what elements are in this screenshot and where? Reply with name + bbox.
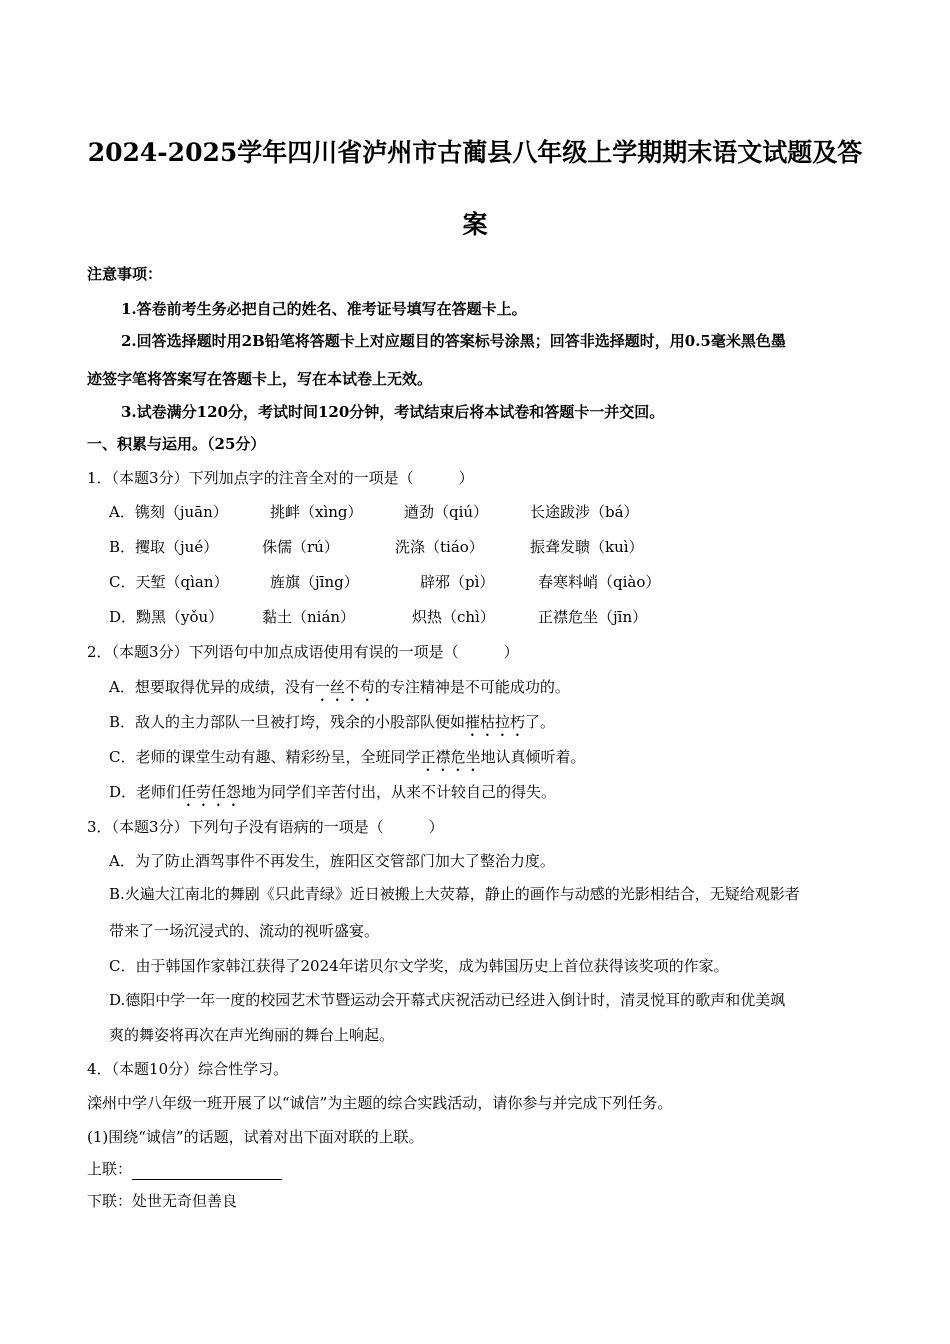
question-4-sub1: (1)围绕“诚信”的话题，试着对出下面对联的上联。 — [87, 1128, 424, 1146]
notice-heading: 注意事项： — [87, 265, 163, 283]
option-item: 旌旗（jīng） — [270, 573, 359, 591]
notice-item-1: 1.答卷前考生务必把自己的姓名、准考证号填写在答题卡上。 — [121, 300, 527, 318]
option-text: 地认真倾听着。 — [480, 748, 586, 766]
dotted-idiom: 正襟危坐 — [420, 748, 481, 766]
question-3-option-d-cont: 爽的舞姿将再次在声光绚丽的舞台上响起。 — [109, 1026, 395, 1044]
option-item: 黏土（nián） — [262, 608, 356, 626]
option-text: A．想要取得优异的成绩，没有 — [109, 678, 315, 696]
question-3-option-c: C．由于韩国作家韩江获得了2024年诺贝尔文学奖，成为韩国历史上首位获得该奖项的作家。 — [109, 957, 729, 975]
option-item: 挑衅（xìng） — [270, 503, 363, 521]
question-3-option-a: A．为了防止酒驾事件不再发生，旌阳区交管部门加大了整治力度。 — [109, 852, 555, 870]
option-item: 遒劲（qiú） — [404, 503, 489, 521]
question-2-option-d — [109, 781, 556, 810]
notice-item-2-cont: 迹签字笔将答案写在答题卡上，写在本试卷上无效。 — [87, 370, 433, 388]
couplet-upper-label: 上联： — [87, 1160, 133, 1178]
option-item: 振聋发聩（kuì） — [530, 538, 644, 556]
question-3-option-b: B.火遍大江南北的舞剧《只此青绿》近日被搬上大荧幕，静止的画作与动感的光影相结合，无疑给观影者 — [109, 885, 800, 903]
option-item: B．攫取（jué） — [109, 538, 219, 556]
question-4-intro: 滦州中学八年级一班开展了以“诚信”为主题的综合实践活动，请你参与并完成下列任务。 — [87, 1094, 673, 1112]
question-4-stem: 4．（本题10分）综合性学习。 — [87, 1060, 289, 1078]
option-item: A．镌刻（juān） — [109, 503, 228, 521]
option-item: 辟邪（pì） — [420, 573, 495, 591]
option-item: 长途跋涉（bá） — [530, 503, 639, 521]
option-item: C．天堑（qìan） — [109, 573, 229, 591]
question-1-stem: 1．（本题3分）下列加点字的注音全对的一项是（ ） — [87, 469, 474, 487]
notice-item-2: 2.回答选择题时用2B铅笔将答题卡上对应题目的答案标号涂黑；回答非选择题时，用0.5毫米黑色墨 — [121, 332, 786, 350]
question-2-option-c — [109, 746, 586, 775]
option-item: D．黝黑（yǒu） — [109, 608, 224, 626]
option-text: C．老师的课堂生动有趣、精彩纷呈，全班同学 — [109, 748, 421, 766]
question-3-option-b-cont: 带来了一场沉浸式的、流动的视听盛宴。 — [109, 922, 380, 940]
option-text: 地为同学们辛苦付出，从来不计较自己的得失。 — [241, 783, 557, 801]
section-heading: 一、积累与运用。（25分） — [87, 435, 266, 453]
page-title-continued: 案 — [462, 210, 488, 239]
notice-item-3: 3.试卷满分120分，考试时间120分钟，考试结束后将本试卷和答题卡一并交回。 — [121, 403, 665, 421]
question-3-option-d: D.德阳中学一年一度的校园艺术节暨运动会开幕式庆祝活动已经进入倒计时，清灵悦耳的歌声和优美飒 — [109, 991, 786, 1009]
answer-blank[interactable] — [132, 1163, 282, 1180]
page-title: 2024-2025学年四川省泸州市古蔺县八年级上学期期末语文试题及答 — [87, 138, 863, 167]
option-text: D．老师们 — [109, 783, 182, 801]
option-text: 的专注精神是不可能成功的。 — [374, 678, 570, 696]
option-item: 春寒料峭（qiào） — [538, 573, 661, 591]
option-text: B．敌人的主力部队一旦被打垮，残余的小股部队便如 — [109, 713, 466, 731]
option-text: 了。 — [525, 713, 556, 731]
dotted-idiom: 任劳任怨 — [181, 783, 242, 801]
dotted-idiom: 一丝不苟 — [314, 678, 375, 696]
question-2-option-a — [109, 676, 570, 705]
dotted-idiom: 摧枯拉朽 — [465, 713, 526, 731]
question-3-stem: 3．（本题3分）下列句子没有语病的一项是（ ） — [87, 818, 444, 836]
option-item: 侏儒（rú） — [262, 538, 339, 556]
option-item: 洗涤（tiáo） — [395, 538, 484, 556]
couplet-upper-line — [87, 1158, 282, 1180]
option-item: 正襟危坐（jīn） — [538, 608, 648, 626]
couplet-lower-line: 下联：处世无奇但善良 — [87, 1192, 238, 1210]
question-2-stem: 2．（本题3分）下列语句中加点成语使用有误的一项是（ ） — [87, 643, 519, 661]
option-item: 炽热（chì） — [412, 608, 495, 626]
question-2-option-b — [109, 711, 555, 740]
